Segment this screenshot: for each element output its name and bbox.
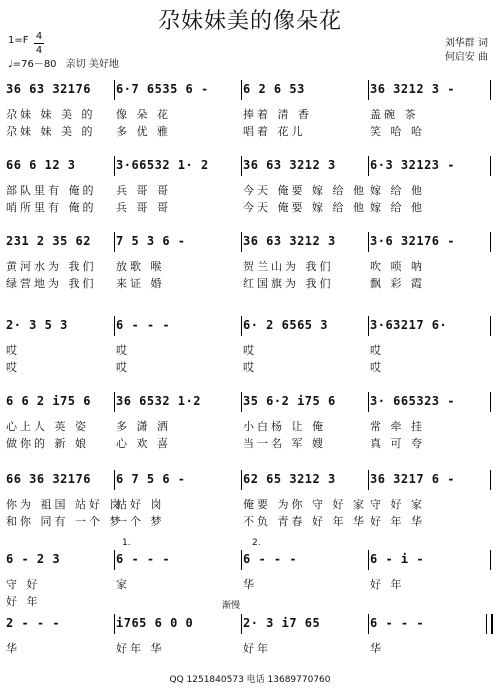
measure-notes: 62 65 3212 3	[243, 472, 336, 486]
lyric-verse-2: 做你的 新 娘	[6, 437, 89, 450]
barline	[368, 550, 369, 570]
lyric-verse-1: 小白杨 让 俺	[243, 420, 326, 433]
lyric-verse-1: 多 潇 洒	[116, 420, 171, 433]
lyric-verse-1: 吹 唢 呐	[370, 260, 425, 273]
measure-notes: 6 - - -	[116, 318, 171, 332]
lyric-verse-2: 哨所里有 俺的	[6, 201, 97, 214]
lyric-verse-2: 真 可 夸	[370, 437, 425, 450]
song-title: 尕妹妹美的像朵花	[157, 9, 342, 34]
lyric-verse-2: 唱着 花儿	[243, 125, 306, 138]
barline	[368, 80, 369, 100]
lyric-verse-2: 飘 彩 霞	[370, 277, 425, 290]
lyricist-credit: 刘华群 词	[444, 38, 488, 49]
measure-notes: 36 3217 6 -	[370, 472, 455, 486]
barline	[241, 470, 242, 490]
measure-notes: 35 6·2 i75 6	[243, 394, 336, 408]
lyric-verse-2: 和你 同有 一个 梦	[6, 515, 124, 528]
lyric-verse-2: 哎	[116, 361, 130, 374]
lyric-verse-2: 笑 哈 哈	[370, 125, 425, 138]
barline	[114, 80, 115, 100]
barline	[241, 232, 242, 252]
measure-notes: 6·3 32123 -	[370, 158, 455, 172]
measure-notes: 6·7 6535 6 -	[116, 82, 209, 96]
lyric-verse-1: 今天 俺要 嫁 给 他	[243, 184, 367, 197]
barline	[241, 614, 242, 634]
measure-notes: i765 6 0 0	[116, 616, 194, 630]
volta-1: 1.	[122, 538, 131, 548]
measure-notes: 36 3212 3 -	[370, 82, 455, 96]
barline	[368, 232, 369, 252]
barline	[368, 614, 369, 634]
barline	[114, 470, 115, 490]
barline	[241, 550, 242, 570]
barline	[490, 392, 491, 412]
measure-notes: 6 - i -	[370, 552, 425, 566]
credits	[445, 37, 488, 65]
barline	[490, 316, 491, 336]
lyric-verse-1: 华	[370, 642, 384, 655]
lyric-verse-1: 俺要 为你 守 好 家	[243, 498, 367, 511]
lyric-verse-1: 好年	[243, 642, 271, 655]
lyric-verse-1: 站好 岗	[116, 498, 165, 511]
key-label: 1=F	[8, 35, 29, 46]
key-signature	[8, 34, 29, 47]
measure-notes: 66 6 12 3	[6, 158, 76, 172]
barline	[241, 392, 242, 412]
barline	[114, 614, 115, 634]
lyric-verse-2: 好 年	[6, 595, 41, 608]
measure-notes: 6 - - -	[116, 552, 171, 566]
lyric-verse-1: 哎	[370, 344, 384, 357]
lyric-verse-1: 守 好 家	[370, 498, 425, 511]
lyric-verse-2: 哎	[370, 361, 384, 374]
measure-notes: 6 - 2 3	[6, 552, 61, 566]
lyric-verse-2: 好 年 华	[370, 515, 425, 528]
time-signature	[34, 30, 44, 57]
ritardando-mark: 渐慢	[222, 601, 241, 611]
tempo-text: ♩=76－80	[8, 59, 57, 70]
lyric-verse-1: 心上人 英 姿	[6, 420, 89, 433]
lyric-verse-1: 放歌 喉	[116, 260, 165, 273]
lyric-verse-2: 一个 梦	[116, 515, 165, 528]
lyric-verse-1: 盖碗 茶	[370, 108, 419, 121]
measure-notes: 7 5 3 6 -	[116, 234, 186, 248]
lyric-verse-1: 哎	[116, 344, 130, 357]
barline	[490, 550, 491, 570]
lyric-verse-2: 来证 婚	[116, 277, 165, 290]
lyric-verse-2: 当一名 军 嫂	[243, 437, 326, 450]
lyric-verse-2: 心 欢 喜	[116, 437, 171, 450]
barline	[114, 156, 115, 176]
lyric-verse-1: 兵 哥 哥	[116, 184, 171, 197]
barline	[368, 392, 369, 412]
lyric-verse-1: 嫁 给 他	[370, 184, 425, 197]
lyric-verse-2: 兵 哥 哥	[116, 201, 171, 214]
measure-notes: 2· 3 5 3	[6, 318, 68, 332]
barline	[241, 80, 242, 100]
measure-notes: 3·66532 1· 2	[116, 158, 209, 172]
lyric-verse-1: 守 好	[6, 578, 41, 591]
lyric-verse-2: 绿营地为 我们	[6, 277, 97, 290]
lyric-verse-1: 像 朵 花	[116, 108, 171, 121]
measure-notes: 2· 3 i7 65	[243, 616, 321, 630]
lyric-verse-1: 捧着 清 香	[243, 108, 312, 121]
lyric-verse-1: 华	[6, 642, 20, 655]
measure-notes: 3· 665323 -	[370, 394, 455, 408]
barline	[241, 156, 242, 176]
barline	[114, 316, 115, 336]
lyric-verse-2: 尕妹 妹 美 的	[6, 125, 96, 138]
lyric-verse-1: 好年 华	[116, 642, 165, 655]
barline	[490, 80, 491, 100]
barline	[368, 316, 369, 336]
lyric-verse-1: 华	[243, 578, 257, 591]
lyric-verse-2: 多 优 雅	[116, 125, 171, 138]
composer-credit: 何启安 曲	[444, 52, 488, 63]
lyric-verse-1: 你为 祖国 站好 岗	[6, 498, 124, 511]
measure-notes: 36 63 3212 3	[243, 234, 336, 248]
barline	[368, 156, 369, 176]
lyric-verse-1: 黄河水为 我们	[6, 260, 97, 273]
measure-notes: 6 - - -	[370, 616, 425, 630]
lyric-verse-1: 哎	[6, 344, 20, 357]
barline	[490, 470, 491, 490]
measure-notes: 6 - - -	[243, 552, 298, 566]
barline	[114, 550, 115, 570]
measure-notes: 66 36 32176	[6, 472, 91, 486]
time-sig-bottom: 4	[35, 45, 43, 56]
barline	[490, 232, 491, 252]
lyric-verse-1: 贺兰山为 我们	[243, 260, 334, 273]
measure-notes: 6 7 5 6 -	[116, 472, 186, 486]
measure-notes: 6 6 2 i75 6	[6, 394, 91, 408]
measure-notes: 2 - - -	[6, 616, 61, 630]
lyric-verse-1: 部队里有 俺的	[6, 184, 97, 197]
measure-notes: 6 2 6 53	[243, 82, 305, 96]
barline	[114, 232, 115, 252]
volta-2: 2.	[252, 538, 261, 548]
lyric-verse-2: 哎	[243, 361, 257, 374]
lyric-verse-2: 不负 青春 好 年 华	[243, 515, 367, 528]
tempo-mark	[8, 58, 119, 71]
lyric-verse-2: 哎	[6, 361, 20, 374]
lyric-verse-1: 好 年	[370, 578, 405, 591]
barline	[241, 316, 242, 336]
time-sig-top: 4	[35, 31, 43, 42]
lyric-verse-1: 尕妹 妹 美 的	[6, 108, 96, 121]
measure-notes: 36 6532 1·2	[116, 394, 201, 408]
lyric-verse-2: 嫁 给 他	[370, 201, 425, 214]
measure-notes: 36 63 3212 3	[243, 158, 336, 172]
lyric-verse-1: 哎	[243, 344, 257, 357]
measure-notes: 231 2 35 62	[6, 234, 91, 248]
lyric-verse-1: 常 牵 挂	[370, 420, 425, 433]
lyric-verse-1: 家	[116, 578, 130, 591]
barline	[490, 156, 491, 176]
measure-notes: 36 63 32176	[6, 82, 91, 96]
barline	[368, 470, 369, 490]
measure-notes: 3·63217 6·	[370, 318, 448, 332]
barline	[114, 392, 115, 412]
expression-text: 亲切 美好地	[65, 59, 119, 70]
measure-notes: 6· 2 6565 3	[243, 318, 328, 332]
lyric-verse-2: 红国旗为 我们	[243, 277, 334, 290]
lyric-verse-2: 今天 俺要 嫁 给 他	[243, 201, 367, 214]
measure-notes: 3·6 32176 -	[370, 234, 455, 248]
contact-footer: QQ 1251840573 电话 13689770760	[169, 675, 331, 685]
